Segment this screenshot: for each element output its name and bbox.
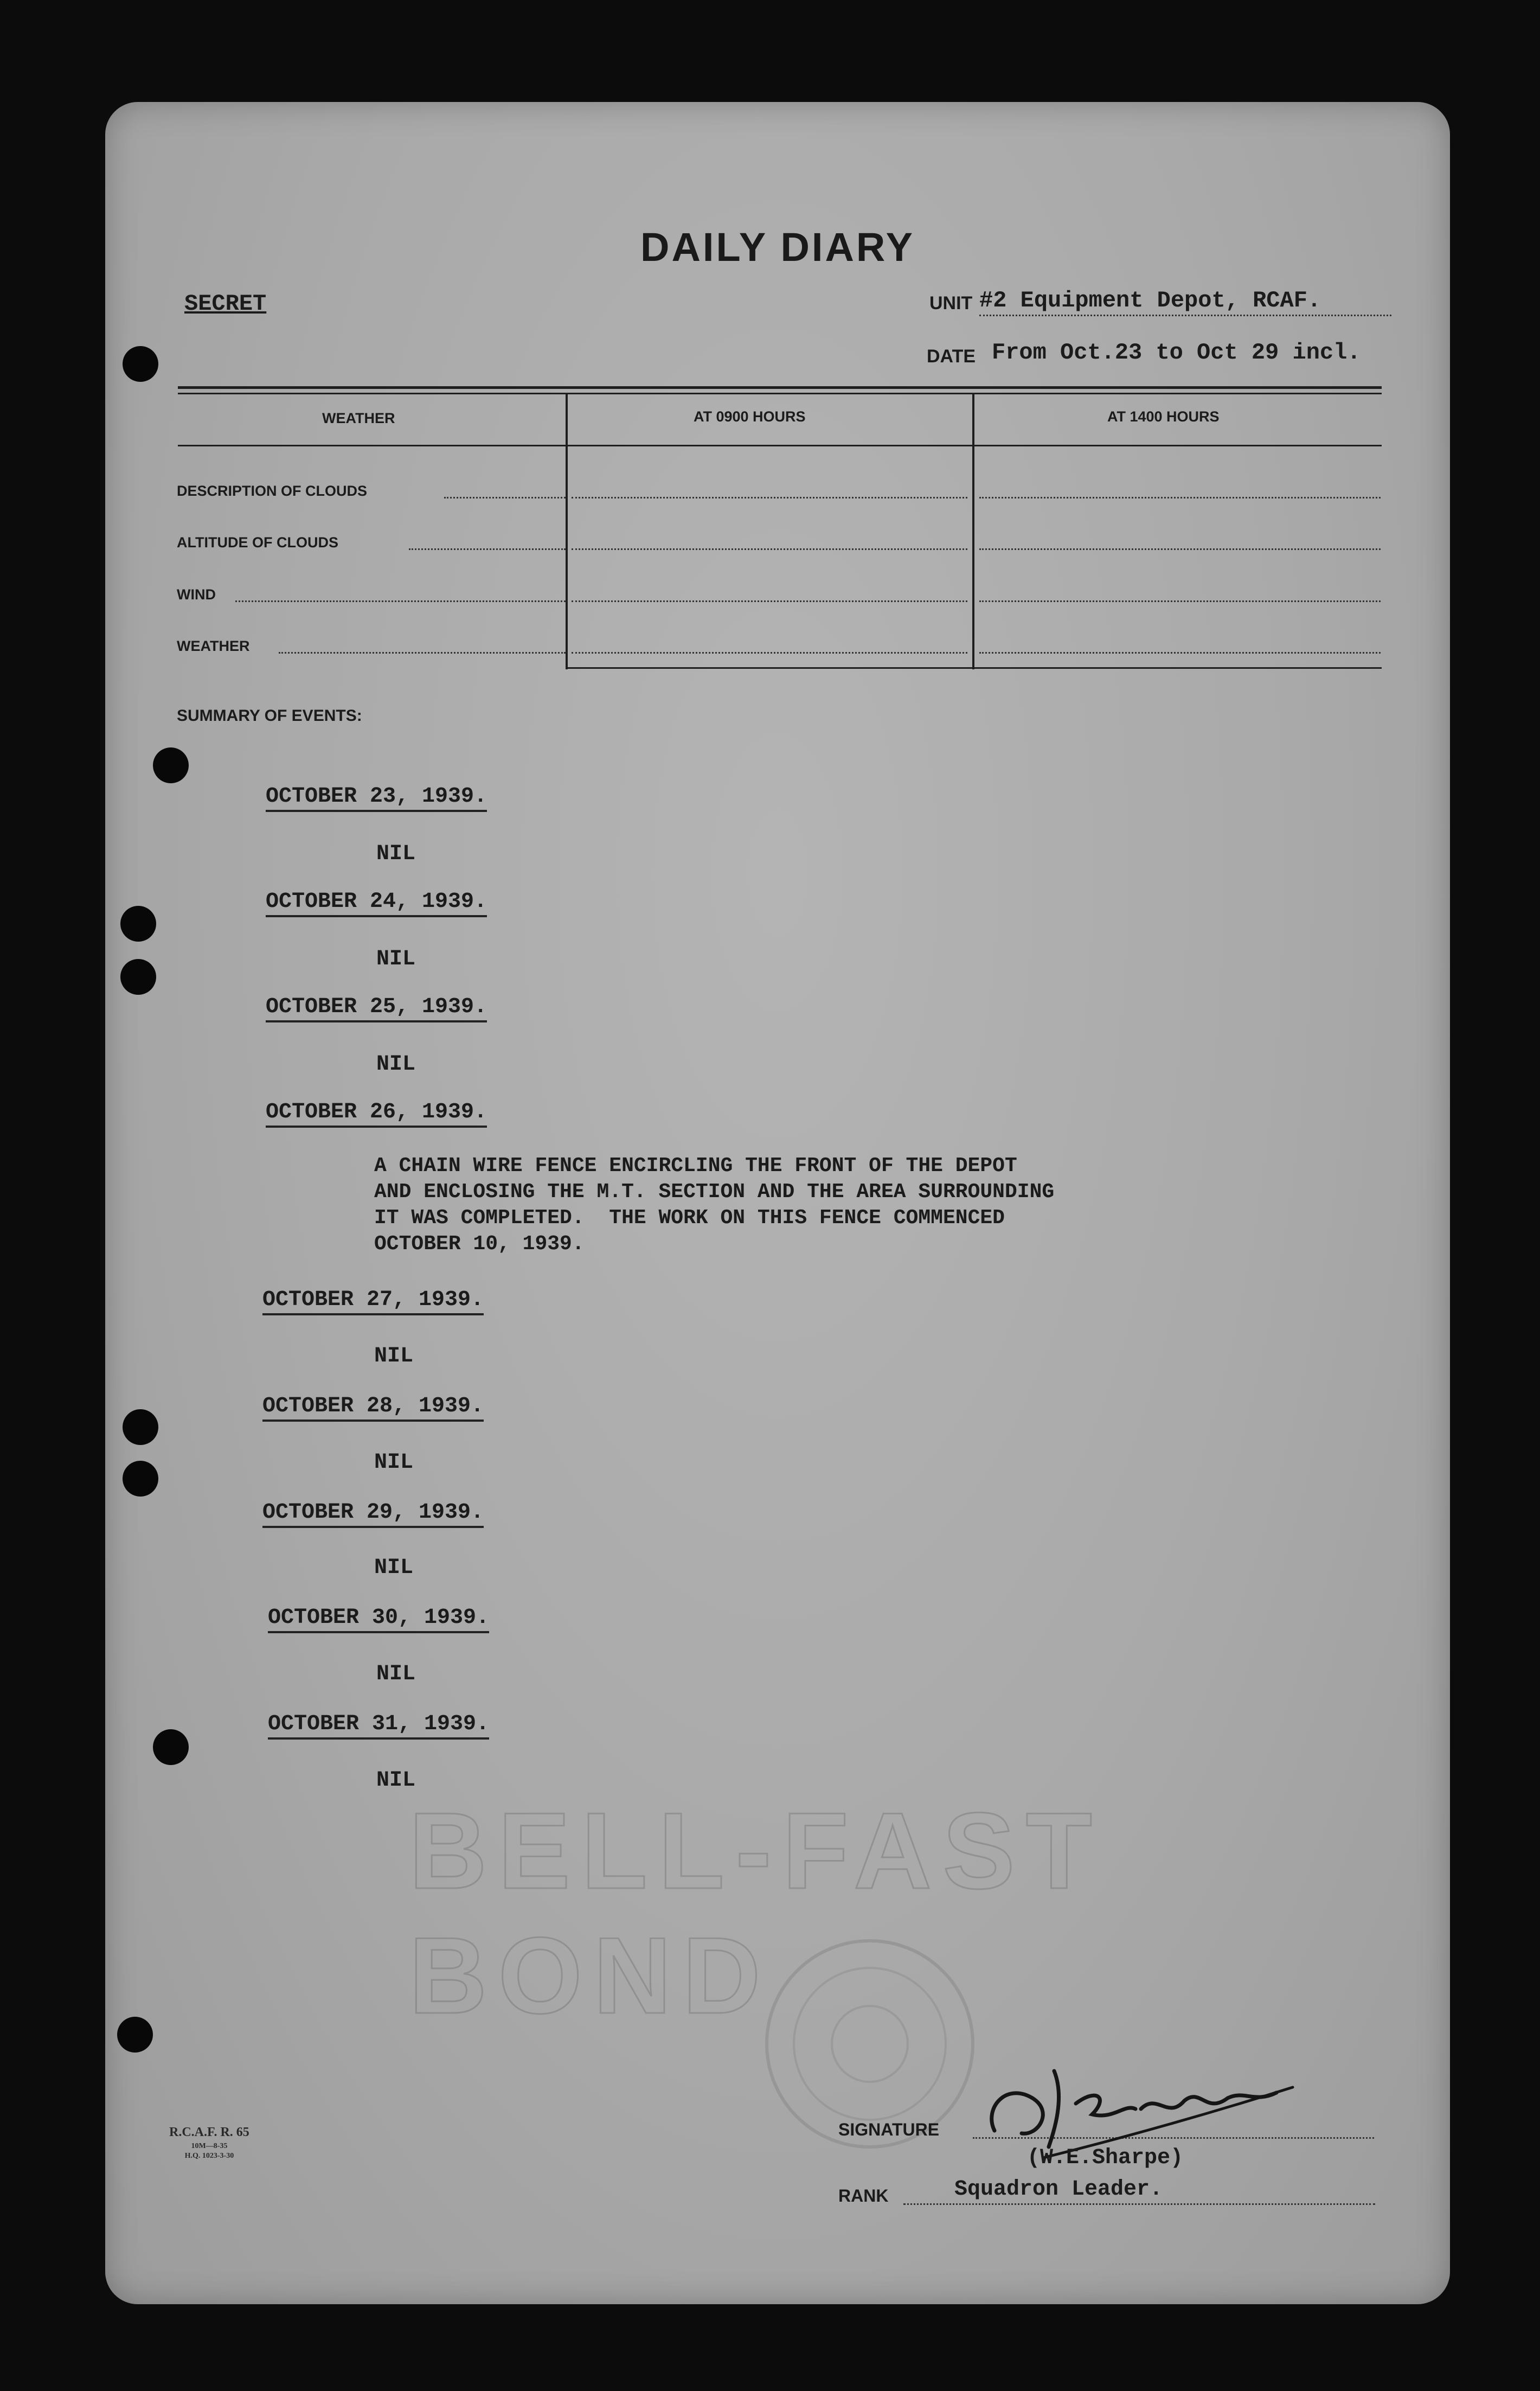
entry-text: NIL xyxy=(376,1768,416,1793)
entry-date: OCTOBER 31, 1939. xyxy=(268,1712,489,1740)
form-number-line: 10M—8-35 xyxy=(191,2142,228,2150)
cell-dotline xyxy=(572,652,967,654)
row-label-altitude-of-clouds: ALTITUDE OF CLOUDS xyxy=(177,534,338,551)
entry-text: NIL xyxy=(374,1344,414,1369)
classification-label: SECRET xyxy=(184,291,267,317)
rank-value: Squadron Leader. xyxy=(954,2177,1163,2202)
entry-date: OCTOBER 28, 1939. xyxy=(262,1394,484,1422)
date-value: From Oct.23 to Oct 29 incl. xyxy=(992,340,1361,366)
entry-date: OCTOBER 25, 1939. xyxy=(266,995,487,1022)
date-label: DATE xyxy=(927,346,976,367)
paper-watermark: BELL-FAST BOND xyxy=(409,1791,1103,2036)
signature-label: SIGNATURE xyxy=(838,2120,940,2139)
entry-date: OCTOBER 23, 1939. xyxy=(266,784,487,812)
binder-hole xyxy=(123,1461,158,1497)
entry-text: NIL xyxy=(374,1450,414,1475)
row-label-weather: WEATHER xyxy=(177,638,250,654)
row-dotline xyxy=(444,497,566,498)
binder-hole xyxy=(120,959,156,995)
binder-hole xyxy=(117,2017,153,2053)
table-top-rule xyxy=(178,386,1382,389)
entry-date: OCTOBER 30, 1939. xyxy=(268,1606,489,1633)
page-title: DAILY DIARY xyxy=(640,225,915,270)
binder-hole xyxy=(153,1729,189,1765)
form-number xyxy=(169,2125,249,2160)
form-number-line: R.C.A.F. R. 65 xyxy=(169,2125,249,2139)
weather-heading: WEATHER xyxy=(322,410,395,426)
entry-date: OCTOBER 24, 1939. xyxy=(266,890,487,917)
cell-dotline xyxy=(979,652,1381,654)
summary-heading: SUMMARY OF EVENTS: xyxy=(177,707,362,725)
row-label-wind: WIND xyxy=(177,586,216,603)
unit-label: UNIT xyxy=(929,293,973,314)
binder-hole xyxy=(120,906,156,942)
binder-hole xyxy=(123,346,158,382)
diary-page xyxy=(105,102,1450,2304)
entry-date: OCTOBER 29, 1939. xyxy=(262,1500,484,1528)
entry-text: NIL xyxy=(376,947,416,971)
rank-line xyxy=(903,2203,1375,2205)
unit-value: #2 Equipment Depot, RCAF. xyxy=(979,287,1321,314)
cell-dotline xyxy=(572,497,967,498)
table-header-rule xyxy=(178,445,1382,446)
row-dotline xyxy=(279,652,566,654)
signature-name: (W.E.Sharpe) xyxy=(1027,2146,1184,2170)
table-top-rule xyxy=(178,393,1382,394)
cell-dotline xyxy=(979,548,1381,550)
cell-dotline xyxy=(979,497,1381,498)
table-column-divider xyxy=(566,393,568,669)
unit-underline xyxy=(979,315,1391,316)
col-1400-heading: AT 1400 HOURS xyxy=(1107,408,1220,425)
cell-dotline xyxy=(572,548,967,550)
table-bottom-rule xyxy=(568,667,1382,669)
row-dotline xyxy=(409,548,566,550)
entry-date: OCTOBER 27, 1939. xyxy=(262,1288,484,1315)
binder-hole xyxy=(123,1409,158,1445)
entry-date: OCTOBER 26, 1939. xyxy=(266,1100,487,1128)
entry-text: NIL xyxy=(376,1052,416,1077)
entry-text: NIL xyxy=(374,1556,414,1580)
table-column-divider xyxy=(972,393,974,669)
cell-dotline xyxy=(979,600,1381,602)
rank-label: RANK xyxy=(838,2186,889,2205)
entry-text: A CHAIN WIRE FENCE ENCIRCLING THE FRONT OF THE DEPOT AND ENCLOSING THE M.T. SECTION AND THE AREA SURROUNDING IT WAS COMPLETED. THE WORK ON THIS FENCE COMMENCED OCTOBER 10, 1939. xyxy=(374,1154,1055,1256)
row-label-description-of-clouds: DESCRIPTION OF CLOUDS xyxy=(177,483,368,499)
form-number-line: H.Q. 1023-3-30 xyxy=(184,2152,234,2160)
cell-dotline xyxy=(572,600,967,602)
binder-hole xyxy=(153,747,189,783)
row-dotline xyxy=(235,600,566,602)
col-0900-heading: AT 0900 HOURS xyxy=(694,408,806,425)
entry-text: NIL xyxy=(376,1662,416,1686)
handwritten-signature xyxy=(973,2038,1309,2163)
entry-text: NIL xyxy=(376,842,416,866)
